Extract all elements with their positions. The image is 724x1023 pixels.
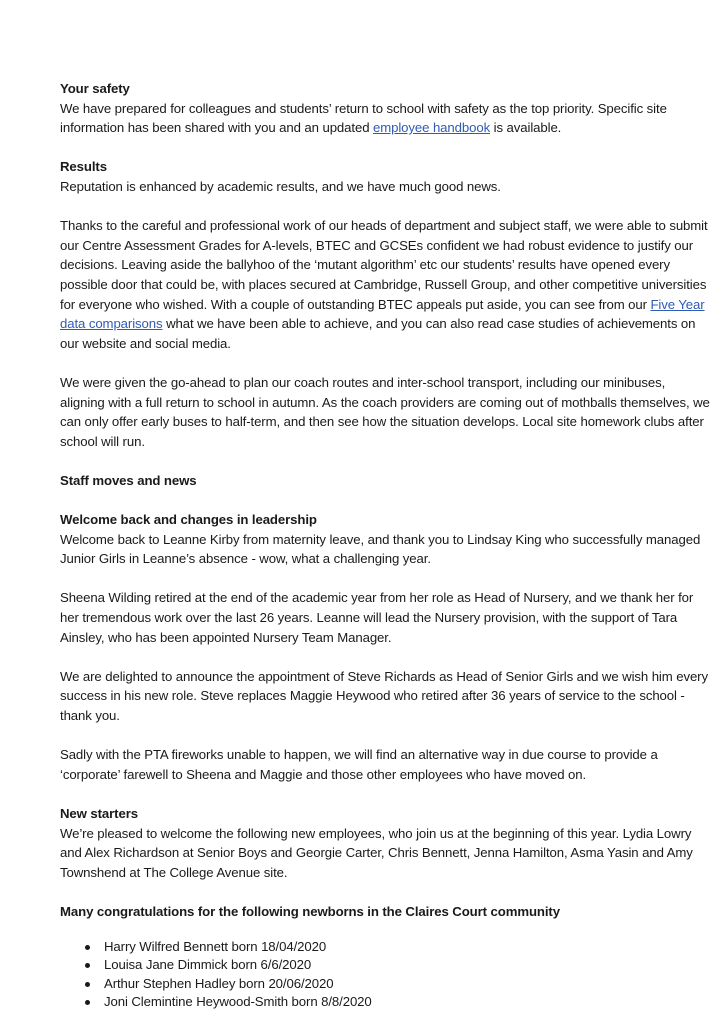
new-starters-paragraph: We’re pleased to welcome the following new employees, who join us at the beginning of this year. Lydia Lowry and Alex Richardson at Senior Boys and Georgie Carter, Chris Bennett, Jenna Hamilton, Asma Yasin and Amy Townshend at The College Avenue site. (60, 825, 693, 880)
leadership-paragraph-3: We are delighted to announce the appointment of Steve Richards as Head of Senior Girls and we wish him every success in his new role. Steve replaces Maggie Heywood who retired after 36 years of service to the school - thank you. (60, 668, 708, 723)
employee-handbook-link[interactable]: employee handbook (373, 120, 491, 136)
results-heading: Results (60, 159, 107, 175)
spacer (60, 138, 710, 158)
spacer (60, 353, 710, 373)
results-text-before-link: Thanks to the careful and professional work of our heads of department and subject staff, we were able to submit our Centre Assessment Grades for A-levels, BTEC and GCSEs confident we had robust evidence to justify our decisions. Leaving aside the ballyhoo of the ‘mutant algorithm’ etc our students’ results have opened every possible door that could be, with places secured at Cambridge, Russell Group, and other competitive universities for everyone who wished. With a couple of outstanding BTEC appeals put aside, you can see from our (60, 218, 708, 312)
safety-text-before-link: We have prepared for colleagues and students’ return to school with safety as the top priority. Specific site information has been shared with you and an updated (60, 100, 667, 136)
five-year-data-link[interactable]: Five Year data comparisons (60, 296, 705, 332)
bullet-icon (85, 1000, 90, 1005)
list-item (85, 938, 710, 957)
newborns-list (60, 938, 710, 1012)
spacer (60, 647, 710, 667)
new-starters-heading: New starters (60, 805, 138, 821)
newborn-entry: Arthur Stephen Hadley born 20/06/2020 (104, 975, 334, 991)
safety-paragraph (60, 99, 710, 138)
newborns-heading: Many congratulations for the following newborns in the Claires Court community (60, 903, 560, 919)
bullet-icon (85, 945, 90, 950)
staff-heading: Staff moves and news (60, 472, 197, 488)
leadership-paragraph-1: Welcome back to Leanne Kirby from maternity leave, and thank you to Lindsay King who successfully managed Junior Girls in Leanne’s absence - wow, what a challenging year. (60, 531, 701, 567)
spacer (60, 197, 710, 217)
results-paragraph-1 (60, 216, 710, 353)
newborns-section (60, 902, 710, 1012)
newborn-entry: Harry Wilfred Bennett born 18/04/2020 (104, 938, 327, 954)
document-page (60, 79, 710, 1012)
leadership-paragraph-4: Sadly with the PTA fireworks unable to happen, we will find an alternative way in due course to provide a ‘corporate’ farewell to Sheena and Maggie and those other employees who have moved on. (60, 747, 658, 782)
bullet-icon (85, 982, 90, 987)
list-item (85, 993, 710, 1012)
spacer (60, 569, 710, 589)
leadership-heading: Welcome back and changes in leadership (60, 512, 317, 528)
list-item (85, 956, 710, 975)
safety-text-after-link: is available. (490, 120, 562, 136)
newborn-entry: Louisa Jane Dimmick born 6/6/2020 (104, 957, 312, 973)
spacer (60, 784, 710, 804)
safety-section (60, 79, 710, 138)
newborn-entry: Joni Clemintine Heywood-Smith born 8/8/2020 (104, 994, 372, 1010)
results-paragraph-2: We were given the go-ahead to plan our coach routes and inter-school transport, including our minibuses, aligning with a full return to school in autumn. As the coach providers are coming out of mothballs themselves, we can only offer early buses to half-term, and then see how the situation develops. Local site homework clubs after school will run. (60, 374, 710, 449)
spacer (60, 451, 710, 471)
staff-section (60, 471, 710, 882)
spacer (60, 490, 710, 510)
safety-heading: Your safety (60, 81, 130, 96)
results-text-after-link: what we have been able to achieve, and you can also read case studies of achievements on our website and social media. (60, 316, 696, 351)
spacer (60, 726, 710, 746)
list-item (85, 975, 710, 994)
leadership-paragraph-2: Sheena Wilding retired at the end of the academic year from her role as Head of Nursery, and we thank her for her tremendous work over the last 26 years. Leanne will lead the Nursery provision, with the support of Tara Ainsley, who has been appointed Nursery Team Manager. (60, 590, 694, 645)
spacer (60, 922, 710, 938)
bullet-icon (85, 963, 90, 968)
spacer (60, 882, 710, 902)
results-intro: Reputation is enhanced by academic results, and we have much good news. (60, 178, 501, 194)
results-section (60, 157, 710, 451)
